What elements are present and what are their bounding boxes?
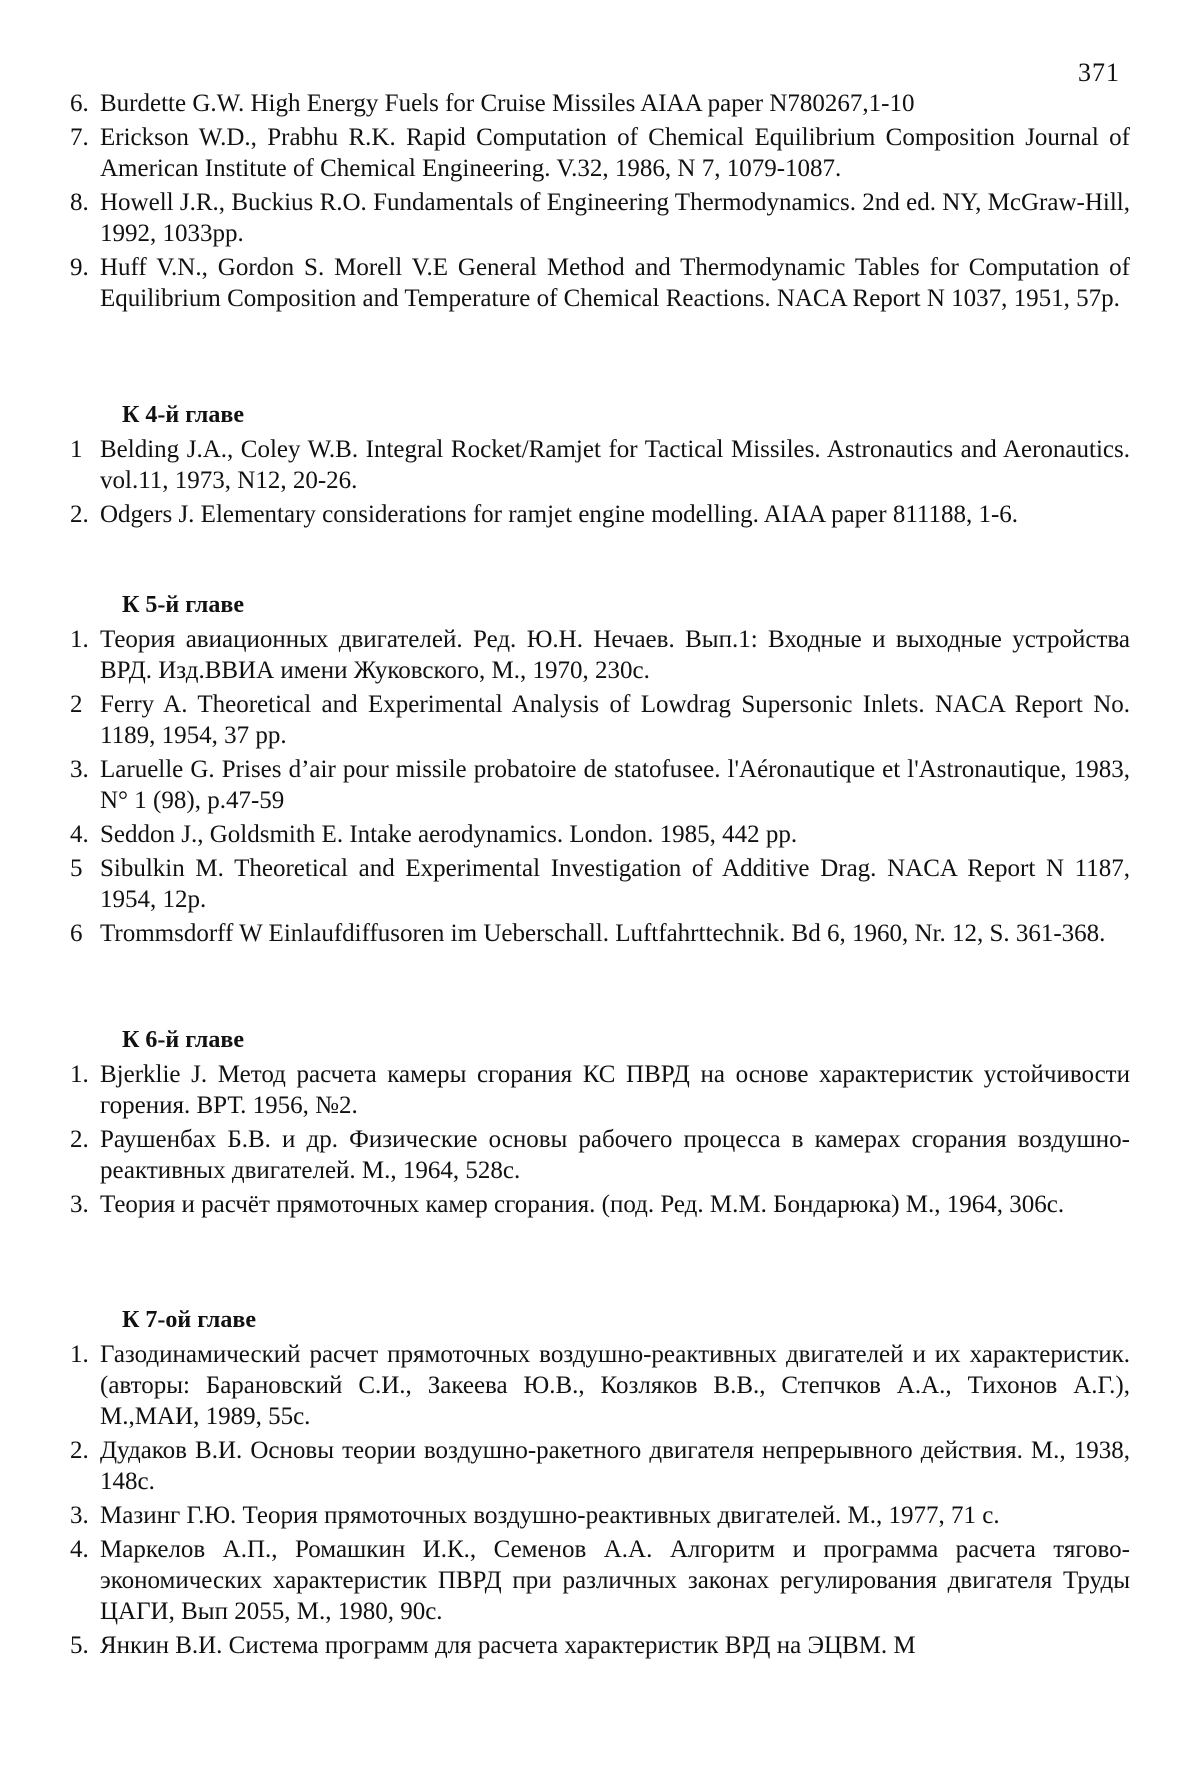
reference-text: Теория авиационных двигателей. Ред. Ю.Н. Нечаев. Вып.1: Входные и выходные устройства ВРД. Изд.ВВИА имени Жуковского, М., 1970, 230с. [100, 626, 1130, 684]
reference-item [70, 689, 1130, 751]
reference-item [70, 918, 1130, 949]
reference-number: 5. [70, 1632, 89, 1659]
reference-item [70, 1500, 1130, 1531]
reference-number: 2. [70, 501, 89, 528]
reference-section [70, 88, 1130, 317]
reference-item [70, 1435, 1130, 1497]
reference-item [70, 853, 1130, 915]
reference-text: Laruelle G. Prises d’air pour missile probatoire de statofusee. l'Aéronautique et l'Astronautique, 1983, N° 1 (98), p.47-59 [100, 756, 1130, 814]
reference-item [70, 1189, 1130, 1220]
page-number: 371 [1078, 58, 1120, 87]
reference-text: Мазинг Г.Ю. Теория прямоточных воздушно-реактивных двигателей. М., 1977, 71 с. [100, 1502, 1000, 1529]
reference-text: Belding J.A., Coley W.B. Integral Rocket/Ramjet for Tactical Missiles. Astronautics and Aeronautics. vol.11, 1973, N12, 20-26. [100, 436, 1130, 494]
reference-text: Seddon J., Goldsmith E. Intake aerodynamics. London. 1985, 442 pp. [100, 821, 798, 848]
reference-number: 7. [70, 124, 89, 151]
reference-number: 1. [70, 1341, 89, 1368]
reference-section [70, 590, 1130, 952]
reference-item [70, 1534, 1130, 1627]
reference-number: 5 [70, 855, 83, 882]
reference-text: Howell J.R., Buckius R.O. Fundamentals of Engineering Thermodynamics. 2nd ed. NY, McGraw-Hill, 1992, 1033pp. [100, 189, 1130, 247]
reference-text: Маркелов А.П., Ромашкин И.К., Семенов А.А. Алгоритм и программа расчета тягово-экономических характеристик ПВРД при различных законах регулирования двигателя Труды ЦАГИ, Вып 2055, М., 1980, 90с. [100, 1536, 1130, 1625]
reference-number: 6. [70, 90, 89, 117]
reference-item [70, 1630, 1130, 1661]
reference-section [70, 1305, 1130, 1664]
reference-item [70, 624, 1130, 686]
section-heading: К 7-ой главе [122, 1307, 256, 1333]
reference-number: 1. [70, 1061, 89, 1088]
reference-item [70, 754, 1130, 816]
reference-number: 1 [70, 436, 83, 463]
reference-text: Теория и расчёт прямоточных камер сгорания. (под. Ред. М.М. Бондарюка) М., 1964, 306с. [100, 1191, 1065, 1218]
reference-number: 3. [70, 1502, 89, 1529]
reference-number: 3. [70, 756, 89, 783]
section-heading: К 6-й главе [122, 1027, 244, 1053]
reference-number: 2. [70, 1437, 89, 1464]
reference-number: 4. [70, 821, 89, 848]
reference-number: 2. [70, 1126, 89, 1153]
reference-text: Раушенбах Б.В. и др. Физические основы рабочего процесса в камерах сгорания воздушно-реактивных двигателей. М., 1964, 528с. [100, 1126, 1130, 1184]
reference-text: Bjerklie J. Метод расчета камеры сгорания КС ПВРД на основе характеристик устойчивости горения. ВРТ. 1956, №2. [100, 1061, 1130, 1119]
reference-text: Газодинамический расчет прямоточных воздушно-реактивных двигателей и их характеристик. (авторы: Барановский С.И., Закеева Ю.В., Козляков В.В., Степчков А.А., Тихонов А.Г.), М.,МАИ, 1989, 55с. [100, 1341, 1130, 1430]
reference-text: Sibulkin M. Theoretical and Experimental Investigation of Additive Drag. NACA Report N 1187, 1954, 12p. [100, 855, 1130, 913]
reference-number: 9. [70, 254, 89, 281]
reference-text: Дудаков В.И. Основы теории воздушно-ракетного двигателя непрерывного действия. М., 1938, 148с. [100, 1437, 1130, 1495]
reference-text: Ferry A. Theoretical and Experimental Analysis of Lowdrag Supersonic Inlets. NACA Report No. 1189, 1954, 37 pp. [100, 691, 1130, 749]
reference-number: 2 [70, 691, 83, 718]
reference-text: Янкин В.И. Система программ для расчета характеристик ВРД на ЭЦВМ. М [100, 1632, 916, 1659]
reference-number: 3. [70, 1191, 89, 1218]
reference-item [70, 1059, 1130, 1121]
reference-section [70, 400, 1130, 533]
reference-number: 6 [70, 920, 83, 947]
reference-number: 4. [70, 1536, 89, 1563]
reference-text: Trommsdorff W Einlaufdiffusoren im Ueberschall. Luftfahrttechnik. Bd 6, 1960, Nr. 12, S. 361-368. [100, 920, 1106, 947]
reference-text: Odgers J. Elementary considerations for ramjet engine modelling. AIAA paper 811188, 1-6. [100, 501, 1019, 528]
reference-item [70, 819, 1130, 850]
reference-number: 8. [70, 189, 89, 216]
section-heading: К 5-й главе [122, 592, 244, 618]
reference-item [70, 122, 1130, 184]
reference-item [70, 88, 1130, 119]
reference-item [70, 252, 1130, 314]
reference-text: Erickson W.D., Prabhu R.K. Rapid Computation of Chemical Equilibrium Composition Journal of American Institute of Chemical Engineering. V.32, 1986, N 7, 1079-1087. [100, 124, 1130, 182]
section-heading: К 4-й главе [122, 402, 244, 428]
reference-item [70, 1339, 1130, 1432]
reference-item [70, 434, 1130, 496]
reference-item [70, 499, 1130, 530]
reference-section [70, 1025, 1130, 1223]
reference-text: Huff V.N., Gordon S. Morell V.E General Method and Thermodynamic Tables for Computation of Equilibrium Composition and Temperature of Chemical Reactions. NACA Report N 1037, 1951, 57p. [100, 254, 1130, 312]
reference-text: Burdette G.W. High Energy Fuels for Cruise Missiles AIAA paper N780267,1-10 [100, 90, 915, 117]
reference-item [70, 1124, 1130, 1186]
reference-item [70, 187, 1130, 249]
reference-number: 1. [70, 626, 89, 653]
